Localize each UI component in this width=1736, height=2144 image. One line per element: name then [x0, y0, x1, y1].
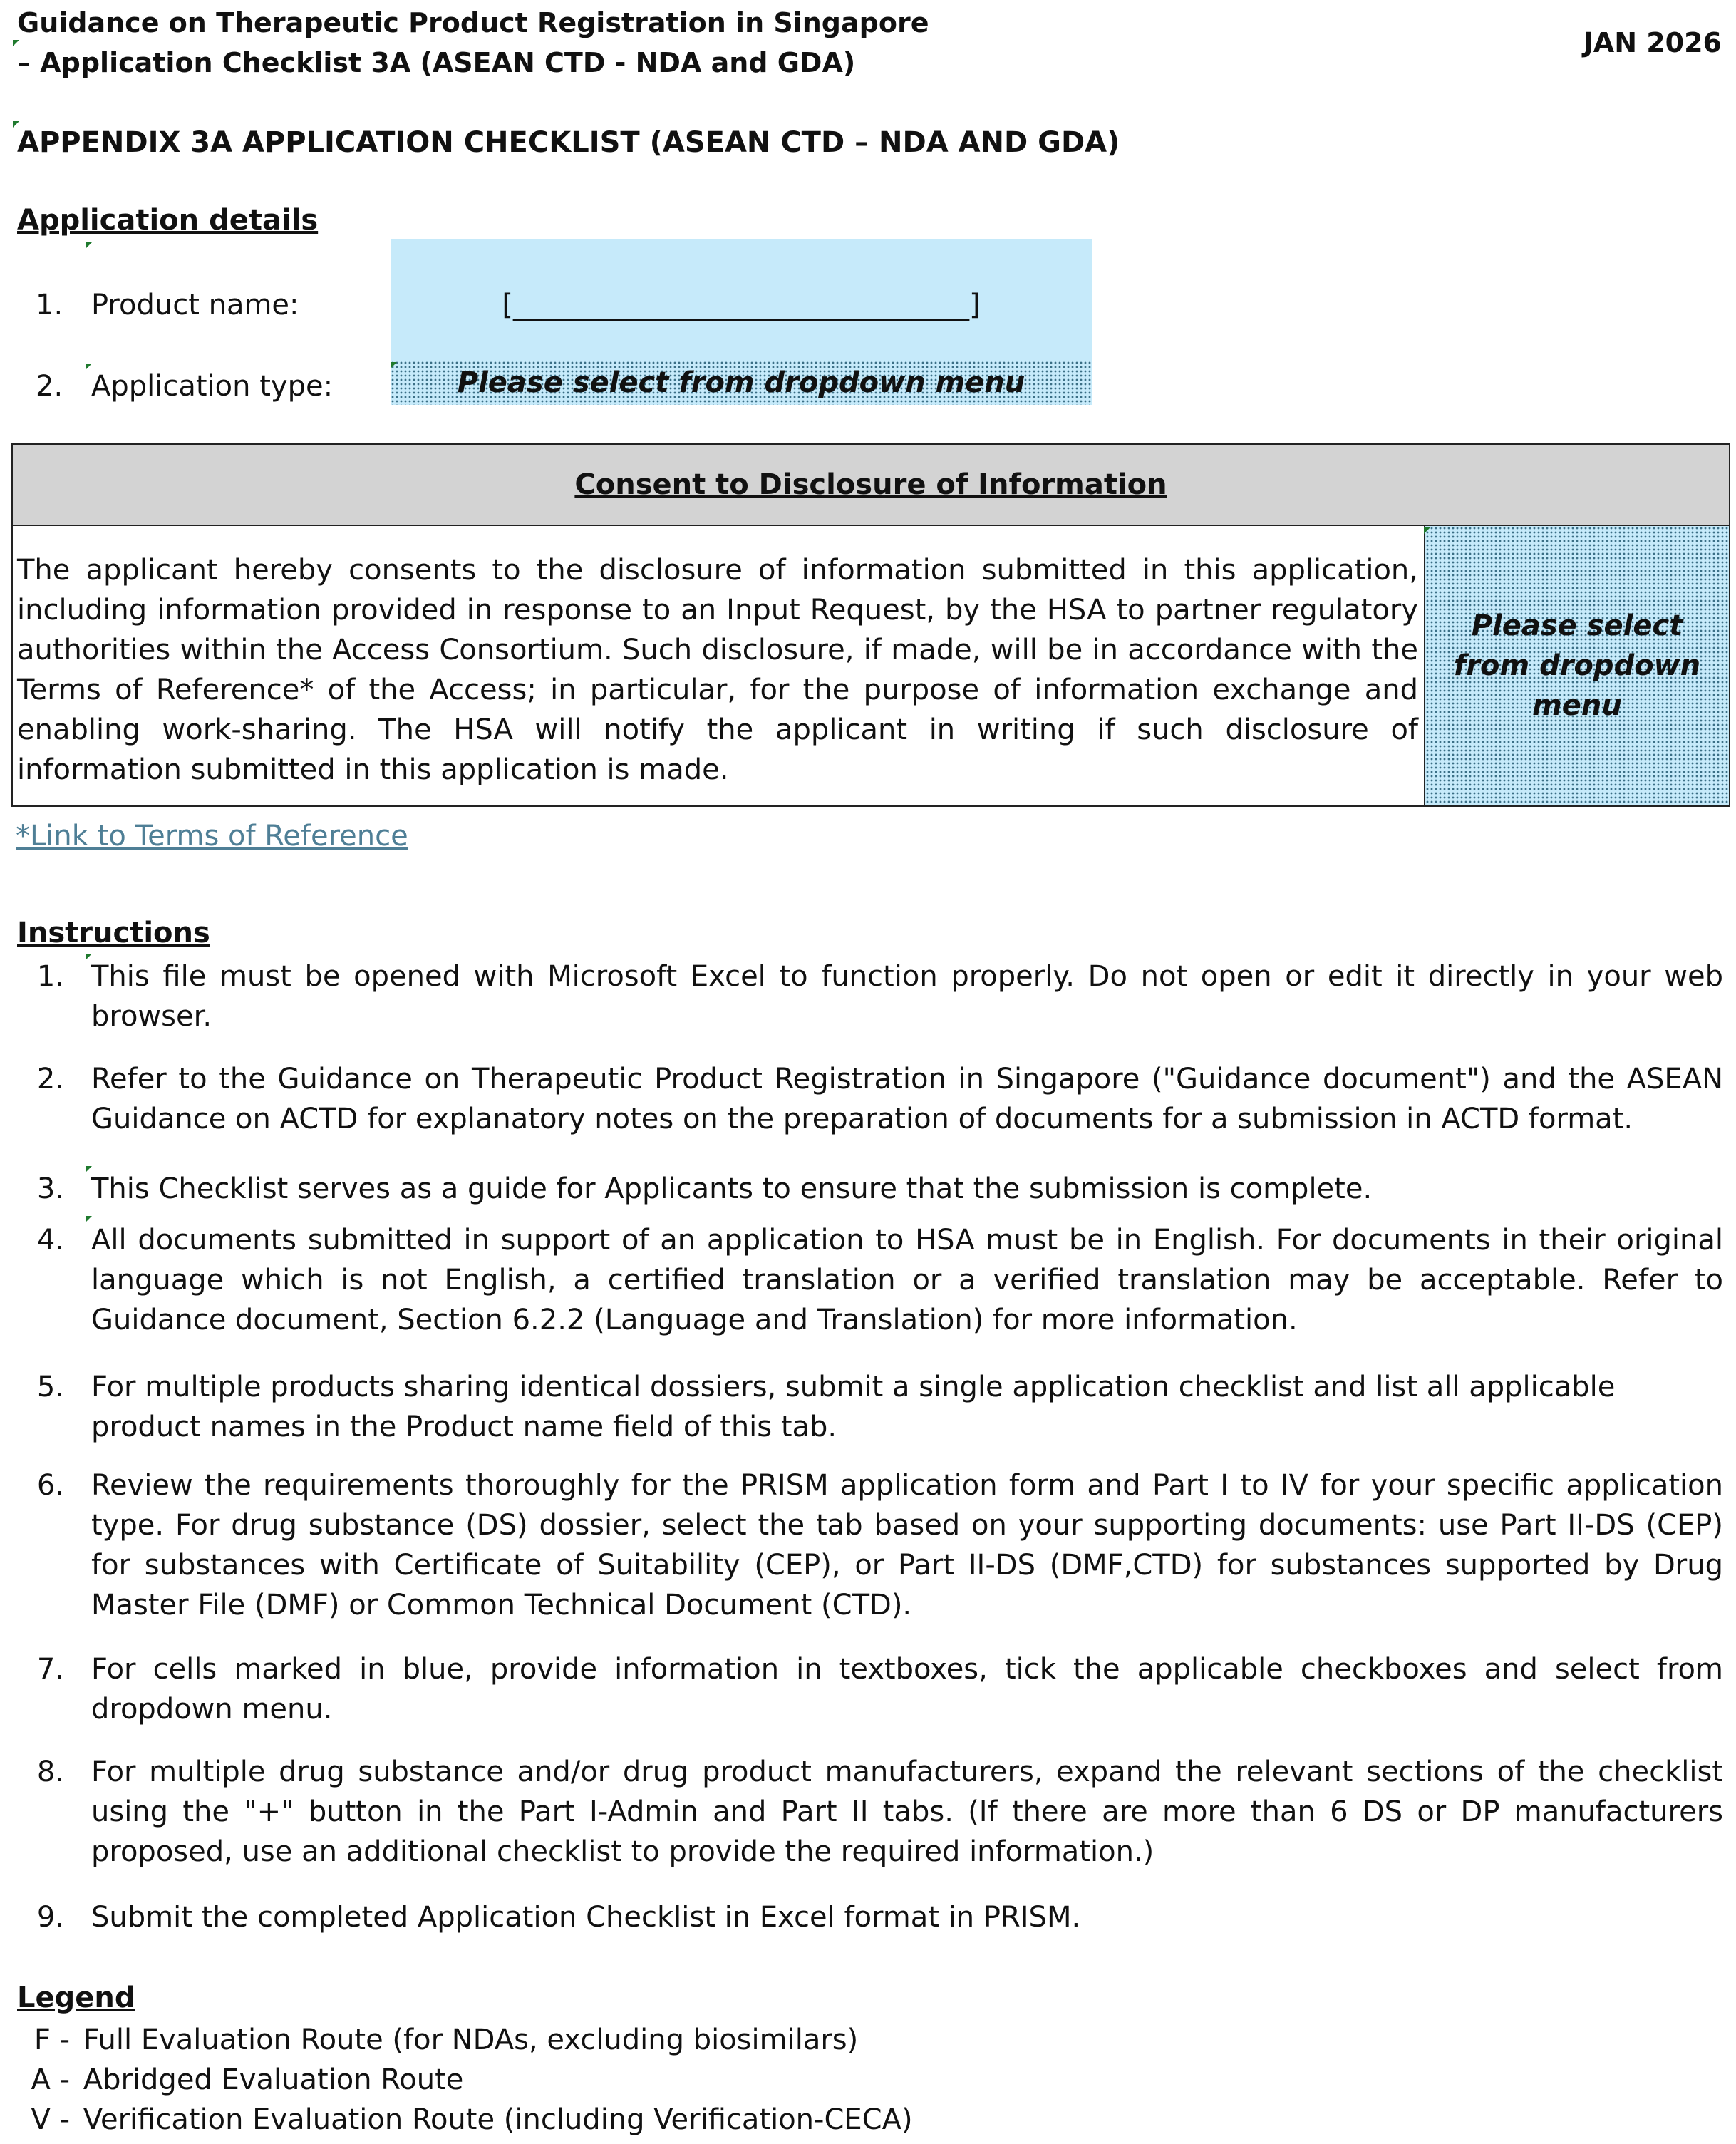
instruction-number: 7.: [36, 1653, 64, 1686]
instruction-item: Submit the completed Application Checklist in Excel format in PRISM.: [91, 1901, 1081, 1934]
instruction-number: 5.: [36, 1371, 64, 1403]
consent-dropdown-value: Please select from dropdown menu: [1453, 609, 1701, 722]
application-type-number: 2.: [36, 370, 63, 403]
legend-key: F -: [33, 2024, 70, 2056]
instructions-heading: Instructions: [17, 917, 210, 949]
instruction-number: 6.: [36, 1469, 64, 1502]
instruction-item: For multiple drug substance and/or drug product manufacturers, expand the relevant sections of the checklist using the "+" button in the Part I-Admin and Part II tabs. (If there are more than 6 DS or DP manufacturers proposed, use an additional checklist to provide the required information.): [91, 1756, 1723, 1868]
instruction-number: 1.: [36, 960, 64, 993]
legend-heading: Legend: [17, 1981, 135, 2014]
legend-item: [0, 2020, 858, 2060]
product-name-label: Product name:: [91, 289, 299, 321]
legend-text: Abridged Evaluation Route: [83, 2063, 464, 2096]
application-type-label: Application type:: [91, 370, 334, 403]
application-type-value: Please select from dropdown menu: [457, 366, 1025, 399]
consent-heading: Consent to Disclosure of Information: [574, 468, 1167, 501]
document-title-line1: Guidance on Therapeutic Product Registration in Singapore: [17, 7, 929, 38]
consent-dropdown[interactable]: [1424, 526, 1729, 805]
document-title-line2: – Application Checklist 3A (ASEAN CTD - NDA and GDA): [17, 47, 856, 78]
comment-marker-icon: [1424, 527, 1430, 534]
comment-marker-icon: [391, 362, 397, 368]
comment-marker-icon: [86, 1166, 92, 1172]
application-details-heading: Application details: [17, 204, 319, 237]
consent-header: [13, 445, 1729, 526]
comment-marker-icon: [13, 121, 19, 128]
instruction-number: 4.: [36, 1224, 64, 1257]
comment-marker-icon: [86, 242, 92, 249]
comment-marker-icon: [86, 1216, 92, 1222]
instruction-item: For multiple products sharing identical dossiers, submit a single application checklist and list all applicable product names in the Product name field of this tab.: [91, 1371, 1616, 1443]
product-name-field[interactable]: [391, 239, 1092, 361]
consent-text: The applicant hereby consents to the disclosure of information submitted in this application, including information provided in response to an Input Request, by the HSA to partner regulatory authorities within the Access Consortium. Such disclosure, if made, will be in accordance with the Terms of Reference* of the Access; in particular, for the purpose of information exchange and enabling work-sharing. The HSA will notify the applicant in writing if such disclosure of information submitted in this application is made.: [17, 554, 1418, 786]
legend-item: [0, 2060, 463, 2100]
product-name-number: 1.: [36, 289, 63, 321]
instruction-number: 9.: [36, 1901, 64, 1934]
instruction-item: For cells marked in blue, provide information in textboxes, tick the applicable checkboxes and select from dropdown menu.: [91, 1653, 1723, 1726]
product-name-value: [________________________________]: [502, 289, 981, 321]
legend-text: Verification Evaluation Route (including Verification-CECA): [83, 2103, 913, 2136]
instruction-item: Review the requirements thoroughly for the PRISM application form and Part I to IV for your specific application type. For drug substance (DS) dossier, select the tab based on your supporting documents: use Part II-DS (CEP) for substances with Certificate of Suitability (CEP), or Part II-DS (DMF,CTD) for substances supported by Drug Master File (DMF) or Common Technical Document (CTD).: [91, 1469, 1723, 1622]
terms-of-reference-link[interactable]: *Link to Terms of Reference: [16, 820, 408, 852]
legend-key: A -: [31, 2063, 70, 2096]
instruction-item: All documents submitted in support of an application to HSA must be in English. For documents in their original language which is not English, a certified translation or a verified translation may be acceptable. Refer to Guidance document, Section 6.2.2 (Language and Translation) for more information.: [91, 1224, 1723, 1336]
comment-marker-icon: [86, 954, 92, 960]
legend-key: V -: [31, 2103, 70, 2136]
instruction-item: This Checklist serves as a guide for Applicants to ensure that the submission is complete.: [91, 1172, 1373, 1205]
instruction-number: 3.: [36, 1172, 64, 1205]
appendix-title: APPENDIX 3A APPLICATION CHECKLIST (ASEAN CTD – NDA AND GDA): [17, 126, 1120, 159]
instruction-number: 2.: [36, 1063, 64, 1096]
consent-section: [11, 443, 1730, 807]
instruction-number: 8.: [36, 1756, 64, 1788]
legend-text: Full Evaluation Route (for NDAs, excluding biosimilars): [83, 2024, 859, 2056]
document-date: JAN 2026: [1583, 27, 1722, 58]
instruction-item: This file must be opened with Microsoft Excel to function properly. Do not open or edit it directly in your web browser.: [91, 960, 1723, 1033]
legend-item: [0, 2100, 913, 2140]
application-type-dropdown[interactable]: [391, 361, 1092, 405]
comment-marker-icon: [13, 40, 19, 46]
instruction-item: Refer to the Guidance on Therapeutic Product Registration in Singapore ("Guidance document") and the ASEAN Guidance on ACTD for explanatory notes on the preparation of documents for a submission in ACTD format.: [91, 1063, 1723, 1135]
